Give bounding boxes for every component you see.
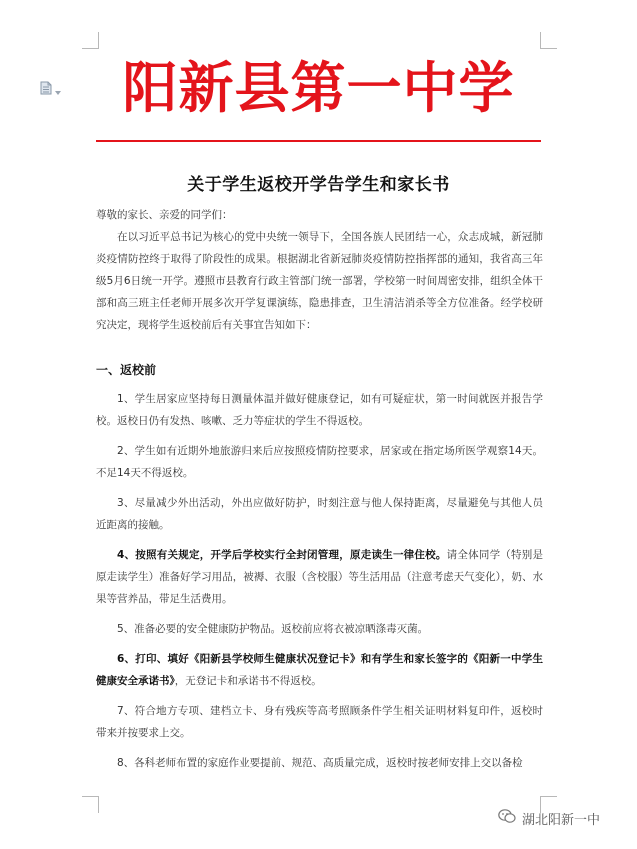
- greeting-text: 尊敬的家长、亲爱的同学们：: [96, 209, 233, 221]
- list-item: 8、各科老师布置的家庭作业要提前、规范、高质量完成，返校时按老师安排上交以备检: [117, 757, 523, 769]
- list-item: 3、尽量减少外出活动，外出应做好防护，时刻注意与他人保持距离，尽量避免与其他人员近距离的接触。: [96, 497, 543, 531]
- greeting: [96, 204, 543, 226]
- crop-mark-top-left: [82, 32, 99, 49]
- item-4-rest: 请全体同学（特别是原走读学生）准备好学习用品，被褥、衣服（含校服）等生活用品（注意考虑天气变化），奶、水果等营养品，带足生活费用。: [96, 549, 543, 605]
- wechat-icon: [498, 808, 516, 828]
- list-item: [96, 544, 543, 610]
- list-item: 5、准备必要的安全健康防护物品。返校前应将衣被凉晒涤毒灭菌。: [117, 623, 429, 635]
- item-6-bold: 6、打印、填好《阳新县学校师生健康状况登记卡》和有学生和家长签字的《阳新一中学生健康安全承诺书》: [96, 653, 543, 687]
- intro-paragraph: [96, 226, 543, 358]
- document-title: 关于学生返校开学告学生和家长书: [187, 175, 450, 195]
- watermark-label: 湖北阳新一中: [522, 812, 601, 828]
- chevron-down-icon: [55, 80, 61, 99]
- item-list: [96, 388, 543, 792]
- document-icon: [40, 80, 52, 99]
- masthead-divider: [96, 140, 541, 142]
- crop-mark-bottom-left: [82, 796, 99, 813]
- list-item: 1、学生居家应坚持每日测量体温并做好健康登记，如有可疑症状，第一时间就医并报告学校。返校日仍有发热、咳嗽、乏力等症状的学生不得返校。: [96, 393, 543, 427]
- item-6-rest: ，无登记卡和承诺书不得返校。: [174, 675, 322, 687]
- list-item: [96, 648, 543, 692]
- masthead-title: 阳新县第一中学: [122, 55, 515, 120]
- list-item: 2、学生如有近期外地旅游归来后应按照疫情防控要求，居家或在指定场所医学观察14天。不足14天不得返校。: [96, 445, 543, 479]
- list-item: 7、符合地方专项、建档立卡、身有残疾等高考照顾条件学生相关证明材料复印件，返校时带来并按要求上交。: [96, 705, 543, 739]
- section-heading: 一、返校前: [96, 363, 157, 377]
- item-4-prefix: 4、按照有关规定，: [117, 549, 211, 561]
- crop-mark-top-right: [540, 32, 557, 49]
- item-4-bold: 开学后学校实行全封闭管理，原走读生一律住校。: [210, 549, 447, 561]
- document-menu-button[interactable]: [40, 80, 61, 99]
- account-watermark: [498, 808, 600, 828]
- intro-text: 在以习近平总书记为核心的党中央统一领导下，全国各族人民团结一心，众志成城，新冠肺炎疫情防控终于取得了阶段性的成果。根据湖北省新冠肺炎疫情防控指挥部的通知，我省高三年级5月6日统一开学。遵照市县教育行政主管部门统一部署，学校第一时间周密安排，组织全体干部和高三班主任老师开展多次开学复课演练，隐患排查，卫生清洁消杀等全方位准备。经学校研究决定，现将学生返校前后有关事宜告知如下：: [96, 231, 543, 331]
